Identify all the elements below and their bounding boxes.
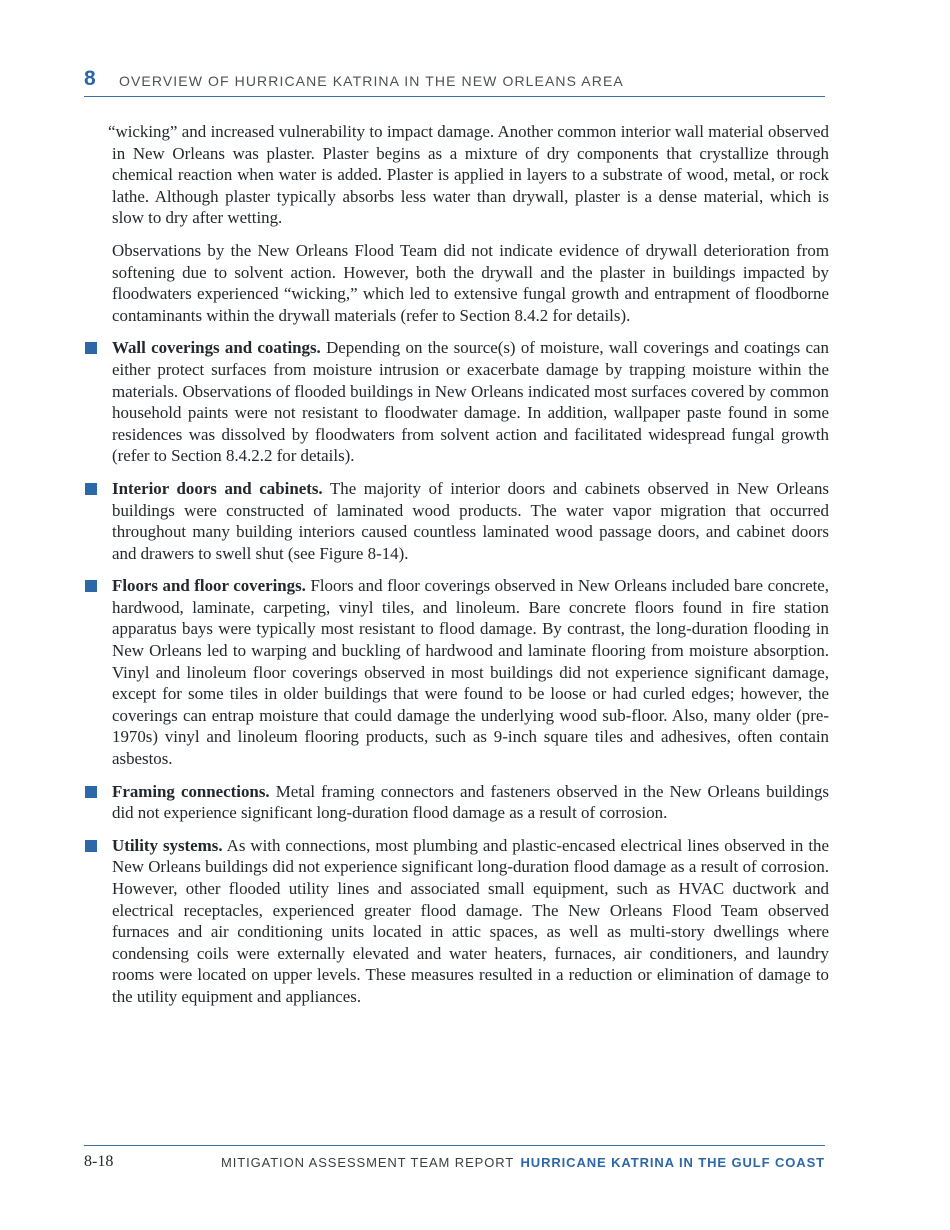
bullet-square-icon <box>85 342 97 354</box>
bullet-item-utility-systems <box>84 835 829 1008</box>
bullet-title: Wall coverings and coatings. <box>112 338 321 358</box>
bullet-item-floors <box>84 575 829 769</box>
bullet-square-icon <box>85 580 97 592</box>
bullet-square-icon <box>85 786 97 798</box>
page-body <box>84 121 829 1019</box>
body-paragraph: Observations by the New Orleans Flood Team did not indicate evidence of drywall deterioration from softening due to solvent action. However, both the drywall and the plaster in buildings impacted by floodwaters experienced “wicking,” which led to extensive fungal growth and entrapment of floodborne contaminants within the drywall materials (refer to Section 8.4.2 for details). <box>112 240 829 325</box>
page-footer <box>84 1145 825 1176</box>
bullet-text: Depending on the source(s) of moisture, wall coverings and coatings can either protect surfaces from moisture intrusion or exacerbate damage by trapping moisture within the materials. Observations of flooded buildings in New Orleans indicated most surfaces covered by common household paints were not resistant to floodwater damage. In addition, wallpaper paste found in some residences was dissolved by floodwaters from solvent action and facilitated widespread fungal growth (refer to Section 8.4.2.2 for details). <box>112 338 829 466</box>
bullet-title: Interior doors and cabinets. <box>112 478 323 498</box>
bullet-square-icon <box>85 840 97 852</box>
bullet-item-interior-doors <box>84 478 829 564</box>
page-number: 8-18 <box>84 1153 114 1170</box>
bullet-text: Floors and floor coverings observed in New Orleans included bare concrete, hardwood, laminate, carpeting, vinyl tiles, and linoleum. Bare concrete floors found in fire station apparatus bays were typically most resistant to flood damage. By contrast, the long-duration flooding in New Orleans led to warping and buckling of hardwood and laminate flooring from moisture absorption. Vinyl and linoleum floor coverings observed in most buildings did not experience significant damage, except for some tiles in older buildings that were found to be loose or had curled edges; however, the coverings can entrap moisture that could damage the underlying wood sub-floor. Also, many older (pre-1970s) vinyl and linoleum flooring products, such as 9-inch square tiles and adhesives, often contain asbestos. <box>112 576 830 769</box>
body-paragraph: “wicking” and increased vulnerability to impact damage. Another common interior wall material observed in New Orleans was plaster. Plaster begins as a mixture of dry components that crystallize through chemical reaction when water is added. Plaster is applied in layers to a substrate of wood, metal, or rock lathe. Although plaster typically absorbs less water than drywall, plaster is a dense material, which is slow to dry after wetting. <box>108 122 829 228</box>
bullet-item-wall-coverings <box>84 337 829 467</box>
bullet-title: Floors and floor coverings. <box>112 576 306 596</box>
chapter-number: 8 <box>84 67 96 90</box>
bullet-text: Metal framing connectors and fasteners observed in the New Orleans buildings did not experience significant long-duration flood damage as a result of corrosion. <box>112 781 829 823</box>
report-name: MITIGATION ASSESSMENT TEAM REPORT <box>221 1155 515 1170</box>
report-title: HURRICANE KATRINA IN THE GULF COAST <box>520 1155 825 1170</box>
bullet-title: Framing connections. <box>112 781 270 801</box>
bullet-title: Utility systems. <box>112 835 223 855</box>
bullet-text: The majority of interior doors and cabinets observed in New Orleans buildings were constructed of laminated wood products. The water vapor migration that occurred throughout many building interiors caused countless laminated wood passage doors, and cabinet doors and drawers to swell shut (see Figure 8-14). <box>112 478 829 563</box>
page-header <box>84 66 825 97</box>
bullet-text: As with connections, most plumbing and plastic-encased electrical lines observed in the New Orleans buildings did not experience significant long-duration flood damage as a result of corrosion. However, other flooded utility lines and associated small equipment, such as HVAC ductwork and electrical receptacles, experienced greater flood damage. The New Orleans Flood Team observed furnaces and air conditioning units located in attic spaces, as well as multi-story dwellings where condensing coils were externally elevated and water heaters, furnaces, air conditioners, and laundry rooms were located on upper levels. These measures resulted in a reduction or elimination of damage to the utility equipment and appliances. <box>112 835 829 1006</box>
chapter-title: OVERVIEW OF HURRICANE KATRINA IN THE NEW ORLEANS AREA <box>119 73 624 89</box>
bullet-square-icon <box>85 483 97 495</box>
bullet-item-framing-connections <box>84 781 829 824</box>
